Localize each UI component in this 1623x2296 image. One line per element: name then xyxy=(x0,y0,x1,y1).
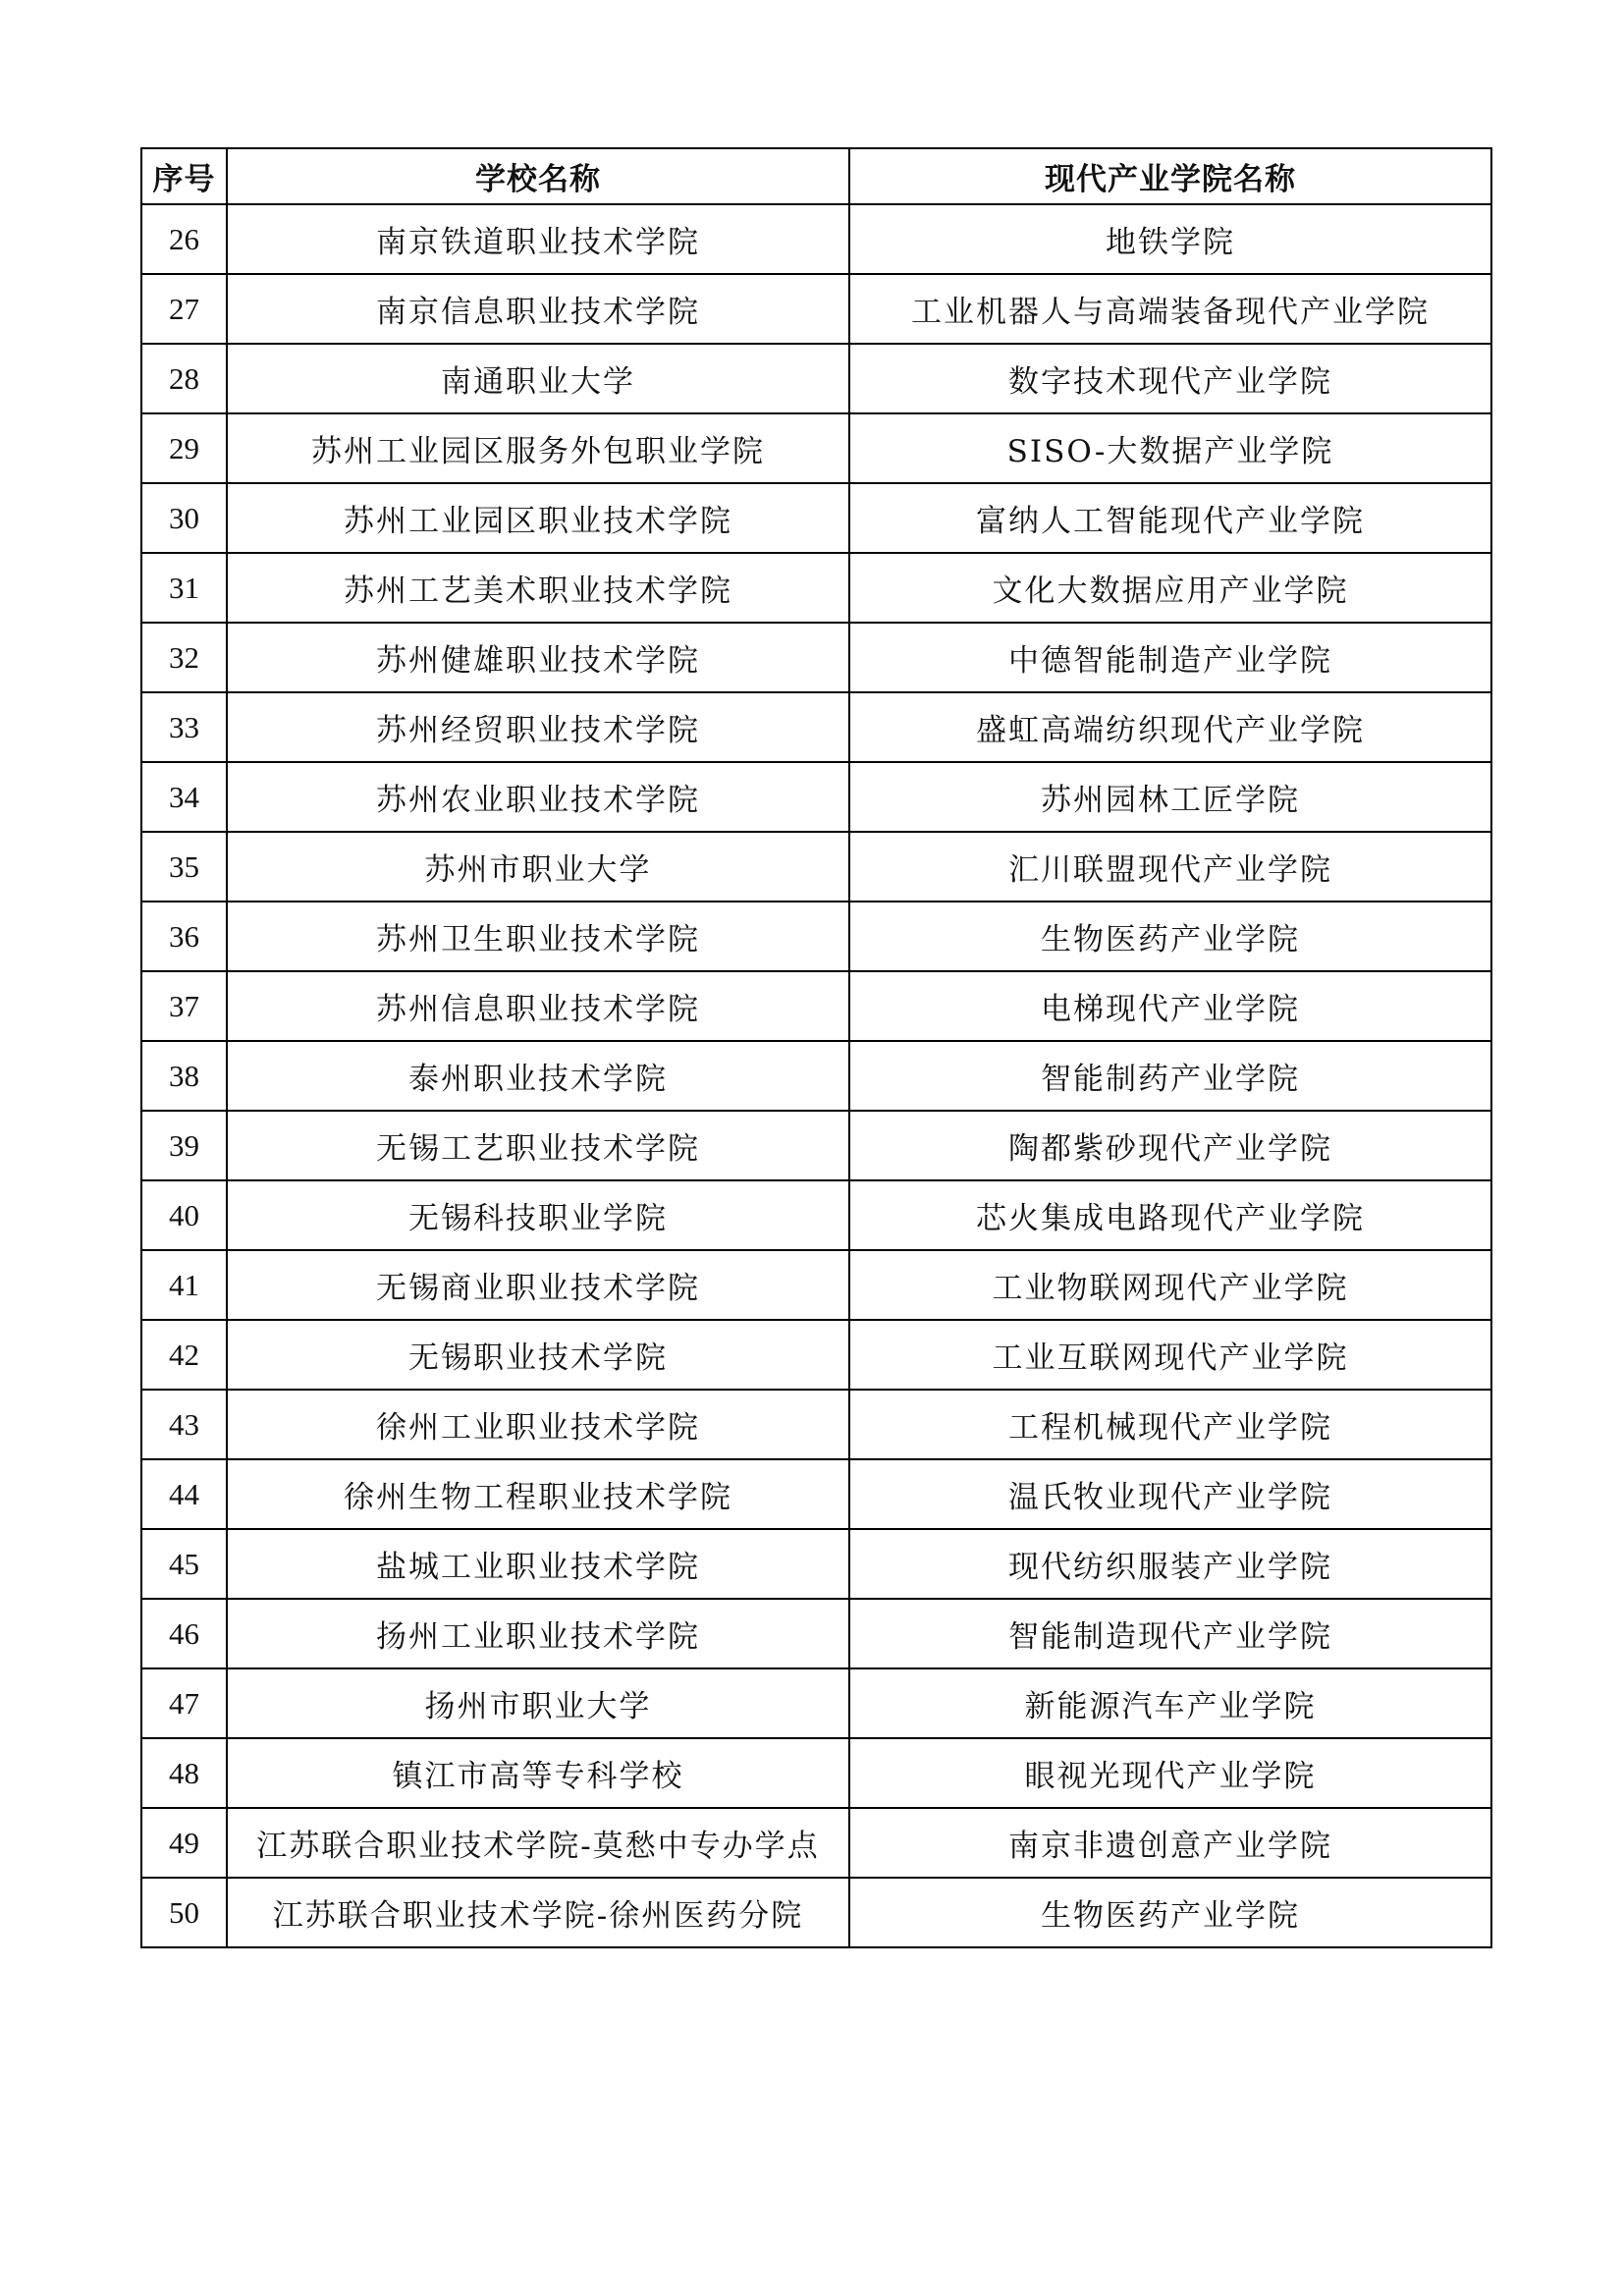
college-name-cell: 工程机械现代产业学院 xyxy=(849,1390,1491,1459)
table-row xyxy=(141,1111,1491,1180)
school-name-cell: 扬州市职业大学 xyxy=(227,1668,849,1738)
row-no-cell: 27 xyxy=(141,274,227,344)
table-row xyxy=(141,1668,1491,1738)
college-name-cell: 生物医药产业学院 xyxy=(849,1878,1491,1947)
row-no-cell: 36 xyxy=(141,902,227,971)
college-list-table xyxy=(140,147,1492,1948)
school-name-cell: 镇江市高等专科学校 xyxy=(227,1738,849,1808)
row-no-cell: 32 xyxy=(141,623,227,692)
table-row xyxy=(141,1808,1491,1878)
row-no-cell: 34 xyxy=(141,762,227,832)
row-no-cell: 48 xyxy=(141,1738,227,1808)
row-no-cell: 46 xyxy=(141,1599,227,1668)
college-name-cell: 苏州园林工匠学院 xyxy=(849,762,1491,832)
school-name-cell: 苏州信息职业技术学院 xyxy=(227,971,849,1041)
school-name-cell: 无锡科技职业学院 xyxy=(227,1180,849,1250)
college-name-cell: 生物医药产业学院 xyxy=(849,902,1491,971)
college-name-cell: 中德智能制造产业学院 xyxy=(849,623,1491,692)
table-row xyxy=(141,832,1491,902)
header-no: 序号 xyxy=(141,148,227,204)
college-name-cell: 陶都紫砂现代产业学院 xyxy=(849,1111,1491,1180)
school-name-cell: 苏州工业园区职业技术学院 xyxy=(227,483,849,553)
school-name-cell: 无锡工艺职业技术学院 xyxy=(227,1111,849,1180)
table-row xyxy=(141,483,1491,553)
college-name-cell: 芯火集成电路现代产业学院 xyxy=(849,1180,1491,1250)
school-name-cell: 南京铁道职业技术学院 xyxy=(227,204,849,274)
table-row xyxy=(141,1041,1491,1111)
table-row xyxy=(141,623,1491,692)
school-name-cell: 泰州职业技术学院 xyxy=(227,1041,849,1111)
school-name-cell: 盐城工业职业技术学院 xyxy=(227,1529,849,1599)
college-name-cell: 工业物联网现代产业学院 xyxy=(849,1250,1491,1320)
table-row xyxy=(141,1320,1491,1390)
row-no-cell: 30 xyxy=(141,483,227,553)
college-name-cell: SISO-大数据产业学院 xyxy=(849,413,1491,483)
table-header-row xyxy=(141,148,1491,204)
table-row xyxy=(141,1738,1491,1808)
table-row xyxy=(141,1180,1491,1250)
table-row xyxy=(141,1529,1491,1599)
school-name-cell: 苏州工艺美术职业技术学院 xyxy=(227,553,849,623)
table-row xyxy=(141,1250,1491,1320)
row-no-cell: 28 xyxy=(141,344,227,413)
school-name-cell: 江苏联合职业技术学院-徐州医药分院 xyxy=(227,1878,849,1947)
table-body xyxy=(141,204,1491,1947)
row-no-cell: 26 xyxy=(141,204,227,274)
row-no-cell: 29 xyxy=(141,413,227,483)
college-name-cell: 汇川联盟现代产业学院 xyxy=(849,832,1491,902)
college-name-cell: 温氏牧业现代产业学院 xyxy=(849,1459,1491,1529)
table-row xyxy=(141,553,1491,623)
school-name-cell: 无锡职业技术学院 xyxy=(227,1320,849,1390)
college-name-cell: 工业互联网现代产业学院 xyxy=(849,1320,1491,1390)
college-name-cell: 现代纺织服装产业学院 xyxy=(849,1529,1491,1599)
school-name-cell: 扬州工业职业技术学院 xyxy=(227,1599,849,1668)
college-name-cell: 数字技术现代产业学院 xyxy=(849,344,1491,413)
school-name-cell: 苏州卫生职业技术学院 xyxy=(227,902,849,971)
college-name-cell: 盛虹高端纺织现代产业学院 xyxy=(849,692,1491,762)
row-no-cell: 33 xyxy=(141,692,227,762)
header-school-name: 学校名称 xyxy=(227,148,849,204)
table-row xyxy=(141,1599,1491,1668)
row-no-cell: 42 xyxy=(141,1320,227,1390)
row-no-cell: 37 xyxy=(141,971,227,1041)
school-name-cell: 南京信息职业技术学院 xyxy=(227,274,849,344)
school-name-cell: 苏州市职业大学 xyxy=(227,832,849,902)
college-name-cell: 文化大数据应用产业学院 xyxy=(849,553,1491,623)
row-no-cell: 44 xyxy=(141,1459,227,1529)
table-row xyxy=(141,1878,1491,1947)
table-row xyxy=(141,971,1491,1041)
table-row xyxy=(141,1459,1491,1529)
college-name-cell: 新能源汽车产业学院 xyxy=(849,1668,1491,1738)
table-row xyxy=(141,274,1491,344)
row-no-cell: 45 xyxy=(141,1529,227,1599)
table-row xyxy=(141,692,1491,762)
school-name-cell: 无锡商业职业技术学院 xyxy=(227,1250,849,1320)
table-row xyxy=(141,1390,1491,1459)
school-name-cell: 江苏联合职业技术学院-莫愁中专办学点 xyxy=(227,1808,849,1878)
row-no-cell: 35 xyxy=(141,832,227,902)
table-row xyxy=(141,762,1491,832)
row-no-cell: 38 xyxy=(141,1041,227,1111)
table-row xyxy=(141,413,1491,483)
school-name-cell: 徐州工业职业技术学院 xyxy=(227,1390,849,1459)
college-name-cell: 富纳人工智能现代产业学院 xyxy=(849,483,1491,553)
school-name-cell: 苏州健雄职业技术学院 xyxy=(227,623,849,692)
college-name-cell: 工业机器人与高端装备现代产业学院 xyxy=(849,274,1491,344)
college-name-cell: 智能制药产业学院 xyxy=(849,1041,1491,1111)
table-row xyxy=(141,344,1491,413)
row-no-cell: 43 xyxy=(141,1390,227,1459)
school-name-cell: 苏州经贸职业技术学院 xyxy=(227,692,849,762)
row-no-cell: 49 xyxy=(141,1808,227,1878)
table-row xyxy=(141,204,1491,274)
school-name-cell: 苏州农业职业技术学院 xyxy=(227,762,849,832)
row-no-cell: 50 xyxy=(141,1878,227,1947)
row-no-cell: 40 xyxy=(141,1180,227,1250)
school-name-cell: 南通职业大学 xyxy=(227,344,849,413)
college-name-cell: 南京非遗创意产业学院 xyxy=(849,1808,1491,1878)
college-name-cell: 地铁学院 xyxy=(849,204,1491,274)
row-no-cell: 47 xyxy=(141,1668,227,1738)
table-row xyxy=(141,902,1491,971)
school-name-cell: 徐州生物工程职业技术学院 xyxy=(227,1459,849,1529)
college-name-cell: 智能制造现代产业学院 xyxy=(849,1599,1491,1668)
row-no-cell: 39 xyxy=(141,1111,227,1180)
row-no-cell: 41 xyxy=(141,1250,227,1320)
college-name-cell: 眼视光现代产业学院 xyxy=(849,1738,1491,1808)
school-name-cell: 苏州工业园区服务外包职业学院 xyxy=(227,413,849,483)
row-no-cell: 31 xyxy=(141,553,227,623)
college-name-cell: 电梯现代产业学院 xyxy=(849,971,1491,1041)
header-college-name: 现代产业学院名称 xyxy=(849,148,1491,204)
